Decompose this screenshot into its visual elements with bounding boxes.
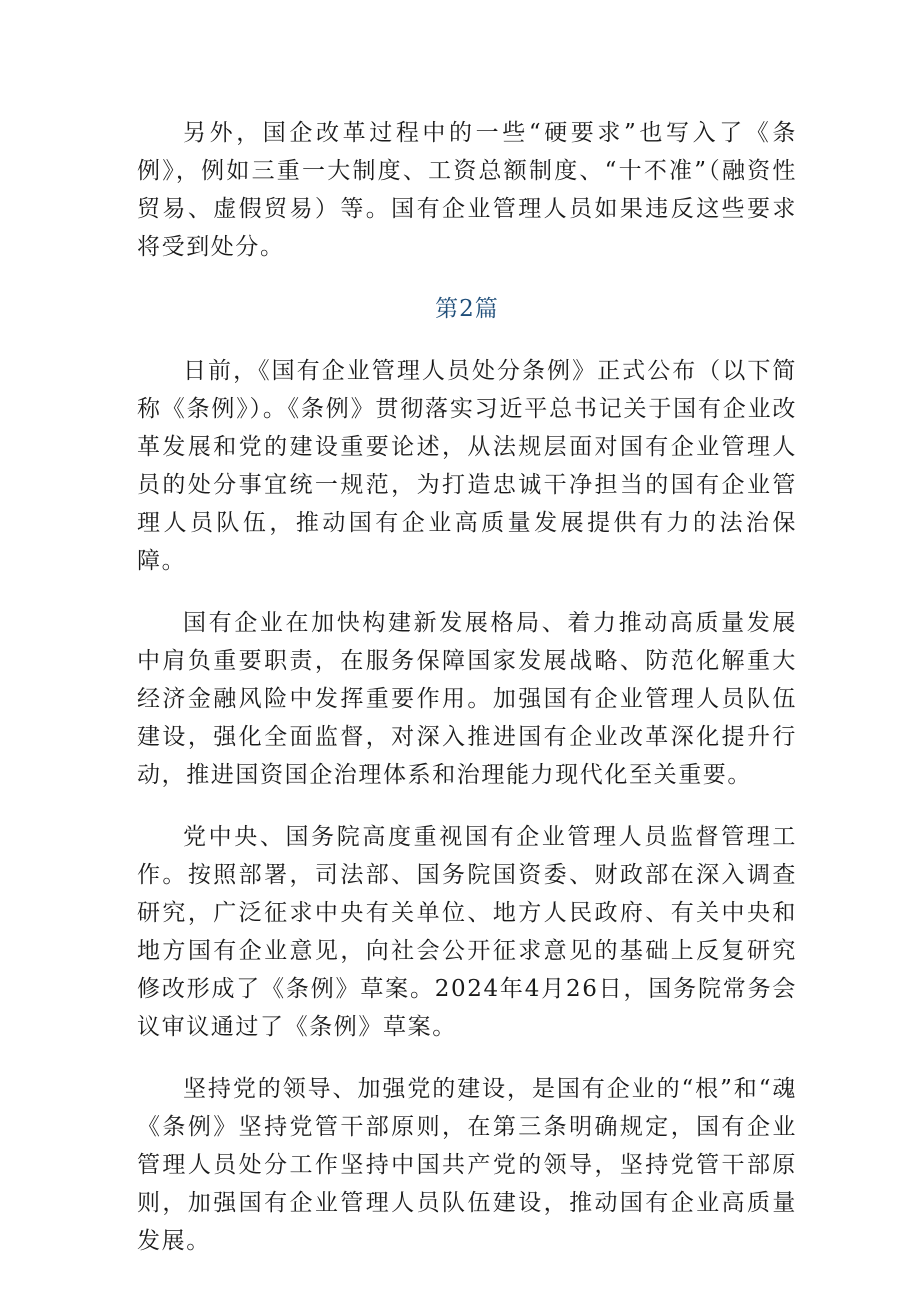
paragraph-3: 党中央、国务院高度重视国有企业管理人员监督管理工作。按照部署，司法部、国务院国资委、财政部在深入调查研究，广泛征求中央有关单位、地方人民政府、有关中央和地方国有企业意见，向社会公开征求意见的基础上反复研究修改形成了《条例》草案。2024年4月26日，国务院常务会议审议通过了《条例》草案。	[137, 824, 797, 1040]
paragraph-4: 坚持党的领导、加强党的建设，是国有企业的“根”和“魂《条例》坚持党管干部原则，在第三条明确规定，国有企业管理人员处分工作坚持中国共产党的领导，坚持党管干部原则，加强国有企业管理人员队伍建设，推动国有企业高质量发展。	[137, 1076, 797, 1254]
paragraph-2: 国有企业在加快构建新发展格局、着力推动高质量发展中肩负重要职责，在服务保障国家发展战略、防范化解重大经济金融风险中发挥重要作用。加强国有企业管理人员队伍建设，强化全面监督，对深入推进国有企业改革深化提升行动，推进国资国企治理体系和治理能力现代化至关重要。	[137, 610, 797, 788]
section-title: 第2篇	[435, 296, 499, 322]
paragraph-1: 日前，《国有企业管理人员处分条例》正式公布（以下简称《条例》）。《条例》贯彻落实习近平总书记关于国有企业改革发展和党的建设重要论述，从法规层面对国有企业管理人员的处分事宜统一规范，为打造忠诚干净担当的国有企业管理人员队伍，推动国有企业高质量发展提供有力的法治保障。	[137, 358, 797, 574]
document-body	[137, 114, 797, 1260]
intro-paragraph: 另外，国企改革过程中的一些“硬要求”也写入了《条例》，例如三重一大制度、工资总额制度、“十不准”（融资性贸易、虚假贸易）等。国有企业管理人员如果违反这些要求将受到处分。	[137, 120, 797, 260]
